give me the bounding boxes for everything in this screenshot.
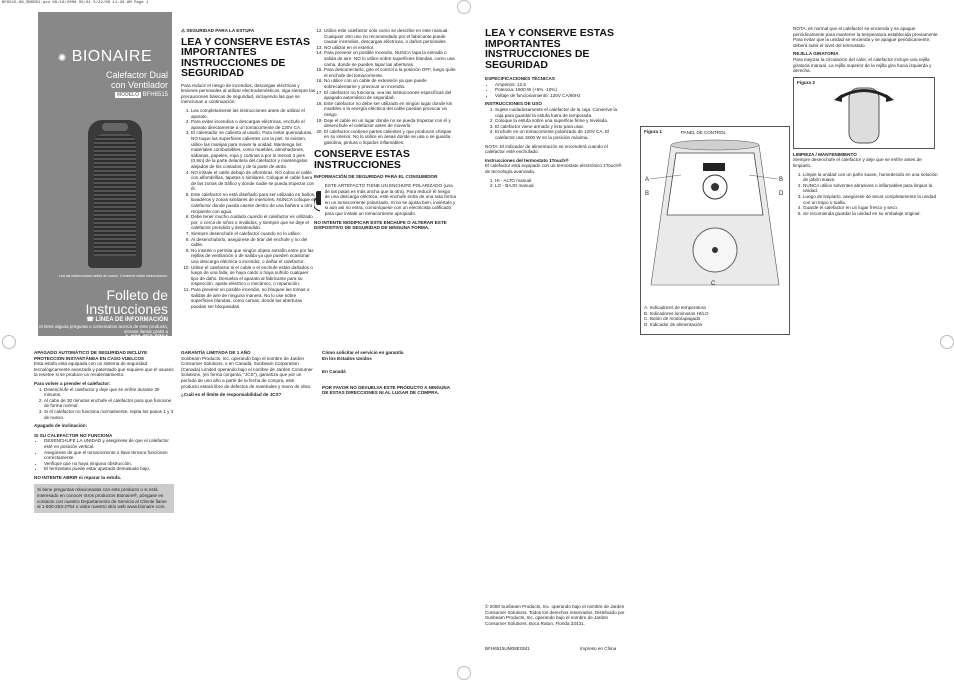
- list-item: • Verifique que no haya ninguna obstrucción.: [44, 461, 174, 467]
- heater-image: [88, 120, 142, 268]
- list-item: 7. Siempre desenchufe el calefactor cuando no lo utilice.: [191, 231, 317, 237]
- list-item: 2. Al cabo de 30 minutos enchufe el calefactor para que funcione de forma normal.: [44, 398, 174, 409]
- warranty-column: [181, 350, 313, 398]
- list-item: 3. El calefactor viene armado y listo para usar.: [495, 124, 625, 130]
- list-item: 14. Para prevenir un posible incendio, NUNCA tapa la entrada o salida de aire. NO lo utilice sobre superficies blandas, como una cama, donde se pueden tapar las aberturas.: [324, 50, 456, 67]
- list-item: 1. HI - ALTO manual: [495, 178, 625, 184]
- svg-text:C: C: [711, 281, 716, 287]
- us-title: En los Estados Unidos: [322, 355, 372, 361]
- rotating-title: REJILLA GIRATORIA: [793, 51, 839, 57]
- list-item: 15. Para desconectarlo, gire el control a la posición OFF, luego quite el enchufe del tomacorriente.: [324, 67, 456, 78]
- consumer-subtitle: INFORMACIÓN DE SEGURIDAD PARA EL CONSUMIDOR: [314, 174, 438, 180]
- product-name: Calefactor Dual con Ventilador: [105, 70, 168, 90]
- warranty-title: GARANTÍA LIMITADA DE 1 AÑO: [181, 350, 251, 355]
- brand-logo: ✺ BIONAIRE: [57, 48, 153, 65]
- list-item: 1. Limpie la unidad con un paño suave, humedecido en una solución de jabón suave.: [803, 172, 941, 183]
- instructions-title: LEA Y CONSERVE ESTAS IMPORTANTES INSTRUCCIONES DE SEGURIDAD: [485, 27, 614, 71]
- notes-column: [793, 26, 941, 219]
- instructions-column: [485, 28, 625, 192]
- list-item: 3. Si el calefactor no funciona normalmente, repita los pasos 1 y 3 de nuevo.: [44, 409, 174, 420]
- troubleshoot-title: SI SU CALEFACTOR NO FUNCIONA: [34, 432, 113, 438]
- plug-icon: [314, 183, 321, 213]
- svg-text:A: A: [645, 177, 650, 183]
- safety-column-2: [314, 28, 456, 234]
- list-item: 18. Este calefactor no debe ser utilizado en ningún lugar donde los muebles o la energía eléctrica del cable puedan provocar un riesgo.: [324, 101, 456, 118]
- modes-list: [485, 178, 625, 189]
- safety-list: [181, 108, 317, 309]
- service-column: [322, 350, 454, 396]
- list-item: • Potencia: 1500 W (+5% -10%): [495, 87, 625, 93]
- safety-intro: Para reducir el riesgo de incendios, descargas eléctricas y lesiones personales al utilizar electrodomésticos, siga siempre las precauciones básicas de seguridad, incluyendo las que se mencionan a continuación:: [181, 82, 316, 105]
- figure-1-legend: A. Indicadores de temperatura B. Indicadores luminosos HI/LO C. Botón de modo/apagado D. Indicador de alimentación: [644, 305, 709, 327]
- list-item: 10. Utilice el calefactor si el cable o el enchufe están dañados o luego de una falla, se haya caído o haya sufrido cualquier tipo de daño. Devuelva el aparato al fabricante para su inspección, ajuste eléctrico o mecánico, o reparación.: [191, 265, 317, 287]
- svg-text:D: D: [779, 191, 784, 197]
- warranty-text: Sunbeam Products, Inc. operando bajo el nombre de Jarden Consumer Solutions, o en Canadá, Sunbeam Corporation (Canada) Limited operando bajo el nombre de Jarden Consumer Solutions, (en forma conjunta, "JCS"), garantiza que por un período de uno año a partir de la fecha de compra, este producto estará libre de defectos de materiales y mano de obra.: [181, 355, 313, 389]
- auto-shutoff-column: [34, 350, 174, 513]
- punch-hole: [457, 666, 471, 680]
- troubleshoot-list: [34, 438, 174, 472]
- liability-title: ¿Cuál es el límite de responsabilidad de JCS?: [181, 392, 282, 398]
- list-item: 4. NO instale el cable debajo de alfombras. NO cubra el cable con alfombrillas, tapetes o similares. Coloque el cable fuera de las zonas de tráfico y donde nadie se pueda tropezar con él.: [191, 170, 317, 192]
- use-list: [485, 107, 625, 141]
- doc-code: BFH6515UM08EGM1: [485, 646, 530, 651]
- restart-steps: [34, 387, 174, 421]
- punch-hole: [940, 335, 954, 349]
- cover-panel: [38, 12, 172, 346]
- list-item: • Asegúrese de que el tomacorriente o llave térmica funcionen correctamente.: [44, 450, 174, 461]
- list-item: • DESENCHUFE LA UNIDAD y asegúrese de que el calefactor esté en posición vertical.: [44, 438, 174, 449]
- specs-title: ESPECIFICACIONES TÉCNICAS: [485, 76, 555, 81]
- service-title: Cómo solicitar el servicio en garantía: [322, 350, 404, 355]
- list-item: 17. El calefactor no funciona, vea las instrucciones específicas del apagado automático de seguridad.: [324, 90, 456, 101]
- list-item: 6. Debe tener mucho cuidado cuando el calefactor es utilizado por, o cerca de niños o inválidos, y siempre que se deje el calefactor prendido y desatendido.: [191, 214, 317, 231]
- cover-note: Lea las instrucciones antes de usarlo. Conserve estas instrucciones.: [58, 274, 168, 278]
- copyright: © 2008 Sunbeam Products, Inc. operando bajo el nombre de Jarden Consumer Solutions. Todos los derechos reservados. Distribuido por Sunbeam Products, Inc. operando bajo el nombre de Jarden Consumer Solutions, Boca Raton, Florida 33431.: [485, 604, 625, 626]
- list-item: 8. Al desenchufarlo, asegúrese de tirar del enchufe y no del cable.: [191, 237, 317, 248]
- safety-title: LEA Y CONSERVE ESTAS IMPORTANTES INSTRUCCIONES DE SEGURIDAD: [181, 35, 310, 80]
- list-item: 11. Para prevenir un posible incendio, no bloquee las tomas o salidas de aire de ninguna manera. No lo use sobre superficies blandas, como camas, donde las aberturas puedan ser bloqueadas.: [191, 287, 317, 309]
- cleaning-intro: Siempre desenchufe el calefactor y deje que se enfríe antes de limpiarlo.: [793, 157, 922, 168]
- list-item: • Voltaje de funcionamiento: 120V CA/60Hz: [495, 93, 625, 99]
- list-item: 12. Utilice este calefactor sólo como se describe en este manual. Cualquier otro uso no recomendado por el fabricante puede causar incendios, descargas eléctricas, o daños personales.: [324, 28, 456, 45]
- contact-box: Si tiene preguntas relacionadas con este producto o si está interesado en conocer otros productos Bionaire®, póngase en contacto con nuestro Departamento de Servicio al Cliente llame al 1-800-253-2764 o visite nuestro sitio web www.bionaire.com.: [34, 484, 174, 512]
- list-item: 19. Deje el cable en un lugar donde no se pueda tropezar con él y desenchufe el calefactor antes de moverlo.: [324, 118, 456, 129]
- punch-hole: [457, 0, 471, 14]
- list-item: 13. NO utilizar en el exterior.: [324, 45, 456, 51]
- list-item: 1. Lea completamente las instrucciones antes de utilizar el aparato.: [191, 108, 317, 119]
- rotating-text: Para mejorar la circulación del calor, el calefactor incluye una rejilla giratoria manual. La rejilla superior de la rejilla gira hacia izquierda y derecha.: [793, 56, 932, 74]
- cleaning-title: LIMPIEZA / MANTENIMIENTO: [793, 151, 857, 157]
- list-item: 4. Guarde el calefactor en un lugar fresco y seco.: [803, 205, 941, 211]
- list-item: 2. LO - BAJO manual: [495, 183, 625, 189]
- print-header: BF6515-08_SBGR01.qxd 09/10/2008 09:01 5/22/08 11:29 AM Page 1: [2, 1, 149, 5]
- list-item: 9. No inserte o permita que ningún objeto extraño entre por las rejillas de ventilación o de salida ya que pueden ocasionar una descarga eléctrica o incendio, o dañar el calefactor.: [191, 248, 317, 265]
- list-item: 16. No utilice con un cable de extensión ya que puede sobrecalentarse y provocar un incendio.: [324, 78, 456, 89]
- list-item: 3. Luego de limpiarlo, asegúrese de secar completamente la unidad con un trapo o toalla.: [803, 194, 941, 205]
- use-title: INSTRUCCIONES DE USO: [485, 101, 542, 107]
- safety-list-2: [314, 28, 456, 145]
- list-item: 1. Desenchufe el calefactor y deje que se enfríe durante 30 minutos.: [44, 387, 174, 398]
- restart-title: Para volver a prender el calefactor:: [34, 380, 111, 386]
- auto-shutoff-text: Esta estufa está equipada con un sistema de seguridad tecnológicamente avanzado y patentado que requiere que el usuario la resetee si se produce un recalentamiento.: [34, 361, 174, 378]
- safety-column: [181, 28, 317, 312]
- list-item: 2. Para evitar incendios o descargas eléctricas, enchufe el aparato directamente a un tomacorriente de 120V CA.: [191, 119, 317, 130]
- figure-2: Figura 2: [793, 77, 935, 149]
- canada-title: En Canadá: [322, 369, 346, 375]
- helpline: ☎ LÍNEA DE INFORMACIÓN Si tiene alguna pregunta o comentarios acerca de este producto, sírvase llamar gratis a 1-800-253-2764 BFH6515-M18IC0008861: [38, 317, 168, 346]
- specs-list: [485, 82, 625, 99]
- list-item: • El termostato puede estar ajustado demasiado bajo.: [44, 466, 174, 472]
- use-note: NOTA: El indicador de alimentación se encenderá cuando el calefactor esté enchufado.: [485, 143, 608, 155]
- list-item: 2. Coloque la estufa sobre una superficie firme y nivelada.: [495, 118, 625, 124]
- cleaning-list: [793, 172, 941, 217]
- plug-text: ESTE ARTEFACTO TIENE UN ENCHUFE POLARIZADO (una de las patas es más ancha que la otra). Para reducir el riesgo de una descarga eléctrica, este enchufe entra de una sola forma en un tomacorriente polarizado. Si no se ajusta bien, inviértalo y si aún así no entra, comuníquese con un electricista calificado para que instale un tomacorriente apropiado.: [324, 183, 457, 217]
- model-number: MODELO BFH6515: [117, 92, 168, 98]
- list-item: 1. Sujete cuidadosamente el calefactor de la caja. Conserve la caja para guardar la estufa fuera de temporada.: [495, 107, 625, 118]
- control-panel-label: PANEL DE CONTROL: [681, 130, 727, 135]
- list-item: 5. Se recomienda guardar la unidad en su embalaje original.: [803, 211, 941, 217]
- conserve-title: CONSERVE ESTAS INSTRUCCIONES: [314, 148, 410, 171]
- list-item: 4. Enchufe en un tomacorriente polarizado de 120V CA. El calefactor usa 1500 W en la posición máxima.: [495, 129, 625, 140]
- svg-text:B: B: [779, 177, 784, 183]
- list-item: 3. El calentador se calienta al usarlo. Para evitar quemaduras, NO toque las superficies calientes con la piel. Si existen, utilice las manijas para mover la unidad. Mantenga los materiales combustibles, como muebles, almohadones, sábanas, papeles, ropa y cortinas a por lo menos 3 pies (0,9m) de la parte delantera del calefactor y manténgalos alejados de los costados y de la parte de atrás.: [191, 130, 317, 169]
- note-1: NOTA: es normal que el calefactor se encienda y se apague periódicamente para mantener la temperatura establecida previamente. Para evitar que la unidad se encienda y se apague periódicamente, deberá subir el nivel del termostato.: [793, 26, 939, 48]
- do-not-return: POR FAVOR NO DEVUELVA ESTE PRODUCTO A NINGUNA DE ESTAS DIRECCIONES NI AL LUGAR DE COMPRA.: [322, 384, 450, 396]
- svg-text:B: B: [645, 191, 650, 197]
- auto-shutoff-title: APAGADO AUTOMÁTICO DE SEGURIDAD INCLUYE PROTECCIÓN INSTANTÁNEA EN CASO VUELCOS: [34, 350, 148, 361]
- printed-in: Impreso en China: [580, 646, 617, 651]
- control-panel-drawing: [641, 135, 789, 300]
- list-item: • Amperios: 12,5: [495, 82, 625, 88]
- thermostat-text: El calefactor está equipado con un termostato electrónico 1Touch® de tecnología avanzada.: [485, 163, 622, 174]
- copyright-block: [485, 604, 630, 629]
- list-item: 20. El calefactor contiene partes calientes y que producen chispas en su interior. No lo utilice en áreas donde se usa o se guarda gasolina, pintura o líquidos inflamables.: [324, 129, 456, 146]
- list-item: 2. NUNCA utilice solventes abrasivos o inflamables para limpiar la unidad.: [803, 183, 941, 194]
- figure-1: [640, 126, 790, 335]
- no-repair: NO INTENTE ABRIR ni reparar la estufa.: [34, 474, 122, 480]
- figure-1-label: Figura 1: [644, 129, 662, 134]
- cover-title: Folleto de Instrucciones: [85, 287, 168, 317]
- list-item: 5. Este calefactor no está diseñado para ser utilizado en baños, lavaderos y zonas similares de interiores. NUNCA coloque el calefactor donde pueda caerse dentro de una bañera u otro recipiente con agua.: [191, 192, 317, 214]
- plug-warning: NO INTENTE MODIFICAR ESTE ENCHUFE O ALTERAR ESTE DISPOSITIVO DE SEGURIDAD DE NINGUNA FORMA.: [314, 219, 447, 231]
- tip-title: Apagado de inclinación:: [34, 423, 88, 429]
- thermostat-title: Instrucciones del termostato 1Touch®: [485, 157, 569, 163]
- safety-label: ⚠ SEGURIDAD PARA LA ESTUFA: [181, 28, 255, 33]
- punch-hole: [2, 335, 16, 349]
